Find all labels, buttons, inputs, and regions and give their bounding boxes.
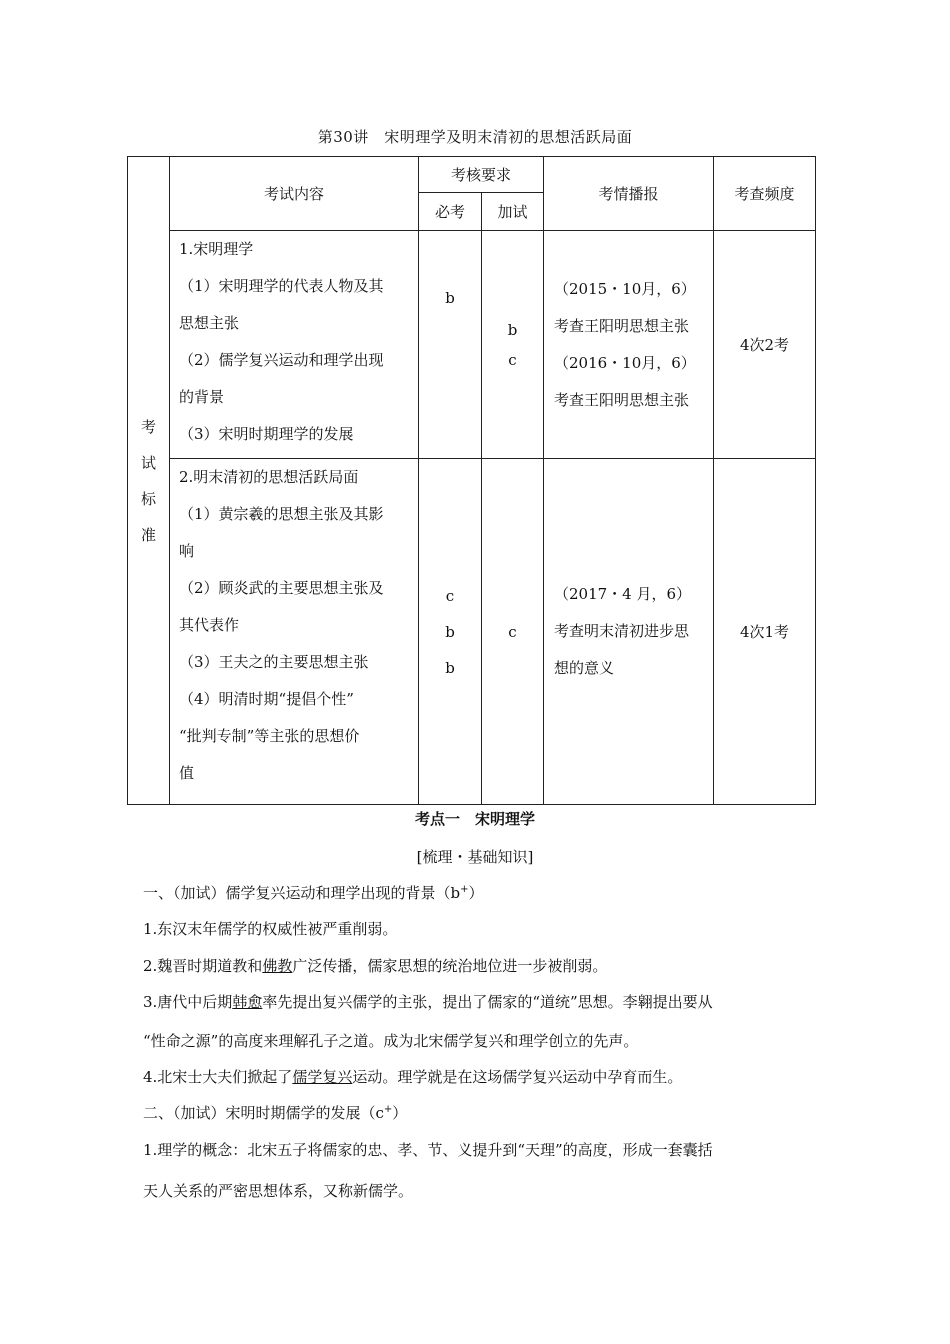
header-required: 必考 — [419, 193, 482, 231]
report-line: 想的意义 — [554, 659, 615, 677]
text-span: 广泛传播，儒家思想的统治地位进一步被削弱。 — [292, 957, 608, 975]
row-report — [544, 231, 714, 459]
content-line: 其代表作 — [179, 616, 240, 634]
report-line: 考查王阳明思想主张 — [554, 390, 690, 409]
underlined-term: 韩愈 — [232, 993, 263, 1011]
header-content: 考试内容 — [170, 157, 419, 231]
content-line: 值 — [179, 764, 195, 782]
row-required — [419, 459, 482, 805]
row-extra — [482, 231, 544, 459]
paragraph-2 — [143, 955, 607, 976]
row-required — [419, 231, 482, 459]
content-line: 2.明末清初的思想活跃局面 — [179, 468, 359, 486]
section-title: 考点一 宋明理学 — [414, 810, 535, 828]
header-frequency: 考查频度 — [714, 157, 816, 231]
side-char: 考 — [140, 417, 156, 436]
report-line: 考查王阳明思想主张 — [554, 316, 690, 335]
side-char: 标 — [140, 489, 156, 508]
content-line: “批判专制”等主张的思想价 — [179, 727, 360, 745]
content-line: （2）儒学复兴运动和理学出现 — [179, 351, 384, 369]
paragraph-4 — [143, 1066, 682, 1087]
heading-text: 一、（加试）儒学复兴运动和理学出现的背景（b — [143, 884, 461, 902]
content-line: 1.宋明理学 — [179, 240, 254, 258]
heading-sup: + — [383, 1104, 393, 1115]
paragraph-5: 1.理学的概念：北宋五子将儒家的忠、孝、节、义提升到“天理”的高度，形成一套囊括 — [143, 1141, 713, 1159]
header-extra: 加试 — [482, 193, 544, 231]
side-char: 试 — [140, 453, 156, 472]
row-frequency: 4次2考 — [714, 231, 816, 459]
text-span: 2.魏晋时期道教和 — [143, 957, 263, 975]
row-content — [170, 231, 419, 459]
report-line: （2015・10月，6） — [554, 279, 696, 298]
text-span: 3.唐代中后期 — [143, 993, 233, 1011]
header-report: 考情播报 — [544, 157, 714, 231]
underlined-term: 佛教 — [262, 957, 293, 975]
content-line: （3）王夫之的主要思想主张 — [179, 653, 369, 671]
paragraph-1: 1.东汉末年儒学的权威性被严重削弱。 — [143, 920, 398, 938]
heading-end: ） — [468, 884, 484, 902]
side-char: 准 — [140, 525, 156, 544]
required-level: b — [445, 289, 455, 307]
header-requirement: 考核要求 — [419, 157, 544, 193]
row-frequency: 4次1考 — [714, 459, 816, 805]
row-content — [170, 459, 419, 805]
text-span: 率先提出复兴儒学的主张，提出了儒家的“道统”思想。李翱提出要从 — [262, 993, 713, 1011]
content-line: （1）宋明理学的代表人物及其 — [179, 277, 384, 295]
text-span: 4.北宋士大夫们掀起了 — [143, 1068, 293, 1086]
paragraph-5-cont: 天人关系的严密思想体系，又称新儒学。 — [143, 1182, 414, 1200]
required-level: b — [445, 658, 455, 677]
content-line: （2）顾炎武的主要思想主张及 — [179, 579, 384, 597]
required-level: c — [445, 586, 455, 605]
content-line: 的背景 — [179, 388, 225, 406]
required-level: b — [445, 622, 455, 641]
heading-background — [143, 882, 484, 903]
content-line: （3）宋明时期理学的发展 — [179, 425, 354, 443]
exam-standard-table — [127, 156, 816, 805]
table-row — [128, 459, 816, 805]
underlined-term: 儒学复兴 — [292, 1068, 353, 1086]
content-line: 响 — [179, 542, 195, 560]
heading-development — [143, 1102, 407, 1123]
paragraph-3-cont: “性命之源”的高度来理解孔子之道。成为北宋儒学复兴和理学创立的先声。 — [143, 1032, 639, 1050]
subsection-title: [梳理・基础知识] — [416, 848, 534, 866]
report-line: （2016・10月，6） — [554, 353, 696, 372]
content-line: （1）黄宗羲的思想主张及其影 — [179, 505, 384, 523]
extra-level: b — [507, 320, 518, 339]
extra-level: c — [508, 622, 517, 641]
row-report — [544, 459, 714, 805]
table-row — [128, 231, 816, 459]
text-span: 运动。理学就是在这场儒学复兴运动中孕育而生。 — [352, 1068, 683, 1086]
content-line: 思想主张 — [179, 314, 240, 332]
heading-text: 二、（加试）宋明时期儒学的发展（c — [143, 1104, 384, 1122]
report-line: 考查明末清初进步思 — [554, 622, 690, 640]
heading-sup: + — [460, 884, 469, 895]
extra-level: c — [508, 350, 517, 369]
report-line: （2017・4 月，6） — [554, 585, 692, 603]
heading-end: ） — [392, 1104, 408, 1122]
row-extra — [482, 459, 544, 805]
content-line: （4）明清时期“提倡个性” — [179, 690, 354, 708]
page-title: 第30讲 宋明理学及明末清初的思想活跃局面 — [317, 128, 633, 146]
paragraph-3 — [143, 991, 713, 1012]
side-label — [128, 157, 170, 805]
